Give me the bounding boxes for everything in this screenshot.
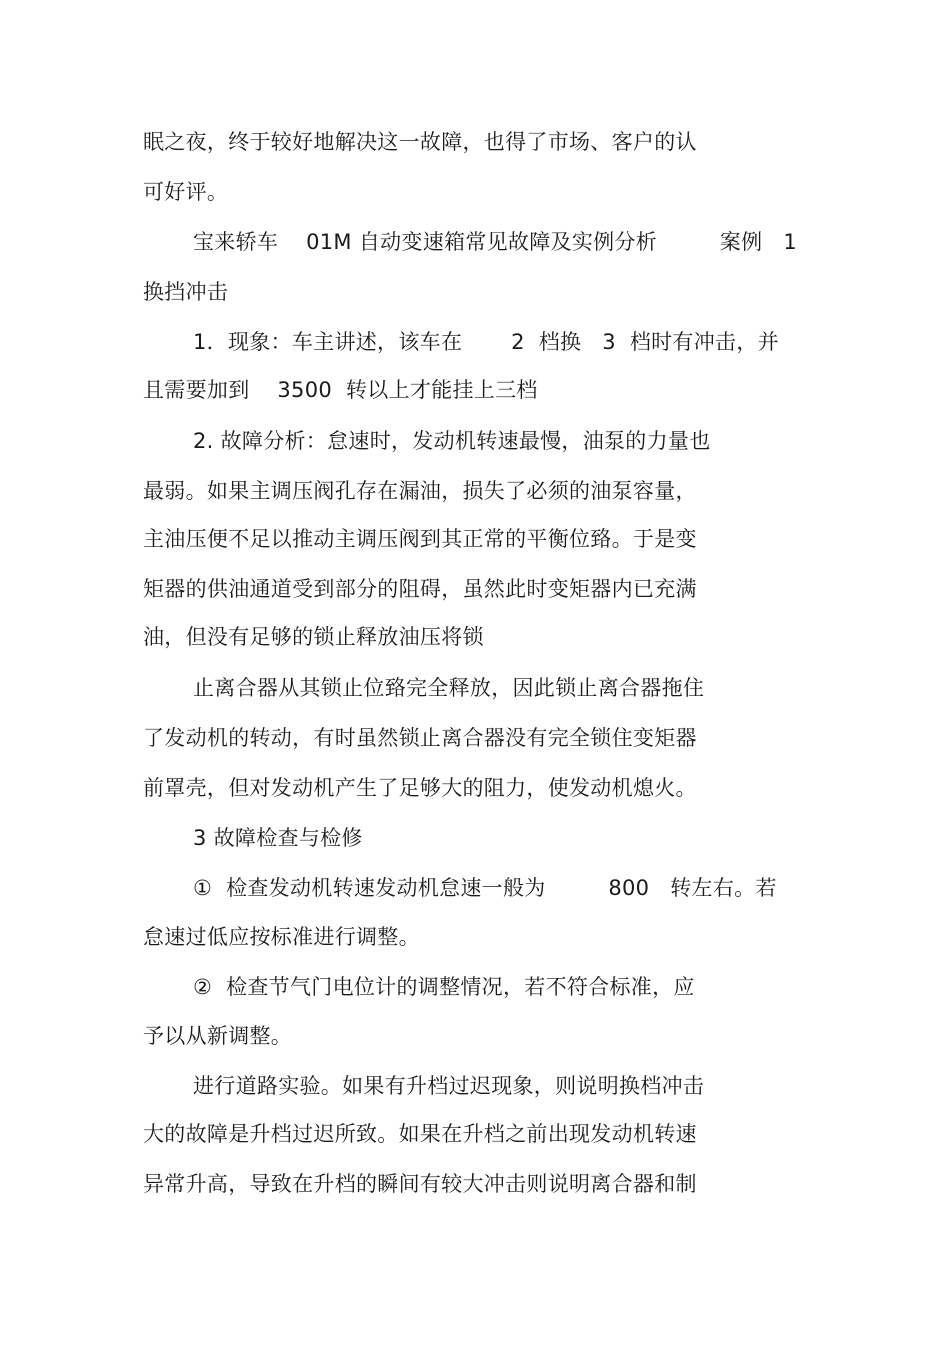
- text-line: 异常升高，导致在升档的瞬间有较大冲击则说明离合器和制: [143, 1172, 697, 1196]
- text-line: 可好评。: [143, 180, 229, 204]
- text-line: 1．现象：车主讲述，该车在 2 档换 3 档时有冲击，并: [193, 330, 779, 354]
- text-line: 宝来轿车 01M 自动变速箱常见故障及实例分析 案例 1: [193, 230, 797, 254]
- text-line: 怠速过低应按标准进行调整。: [143, 925, 420, 949]
- text-line: 换挡冲击: [143, 280, 229, 304]
- text-line: 油，但没有足够的锁止释放油压将锁: [143, 625, 484, 649]
- text-line: 3 故障检查与检修: [193, 826, 363, 850]
- text-line: 进行道路实验。如果有升档过迟现象，则说明换档冲击: [193, 1074, 705, 1098]
- text-line: 大的故障是升档过迟所致。如果在升档之前出现发动机转速: [143, 1122, 697, 1146]
- text-line: 了发动机的转动，有时虽然锁止离合器没有完全锁住变矩器: [143, 726, 697, 750]
- text-line: 止离合器从其锁止位臵完全释放，因此锁止离合器拖住: [193, 676, 705, 700]
- text-line: 矩器的供油通道受到部分的阻碍，虽然此时变矩器内已充满: [143, 577, 697, 601]
- text-line: 且需要加到 3500 转以上才能挂上三档: [143, 378, 538, 402]
- text-line: 2. 故障分析：怠速时，发动机转速最慢，油泵的力量也: [193, 429, 711, 453]
- text-line: 前罩壳，但对发动机产生了足够大的阻力，使发动机熄火。: [143, 776, 697, 800]
- text-line: ① 检查发动机转速发动机怠速一般为 800 转左右。若: [193, 876, 777, 900]
- text-line: 予以从新调整。: [143, 1024, 293, 1048]
- text-line: 眠之夜，终于较好地解决这一故障，也得了市场、客户的认: [143, 130, 697, 154]
- text-line: ② 检查节气门电位计的调整情况，若不符合标准，应: [193, 975, 695, 999]
- text-line: 最弱。如果主调压阀孔存在漏油，损失了必须的油泵容量，: [143, 479, 697, 503]
- text-line: 主油压便不足以推动主调压阀到其正常的平衡位臵。于是变: [143, 527, 697, 551]
